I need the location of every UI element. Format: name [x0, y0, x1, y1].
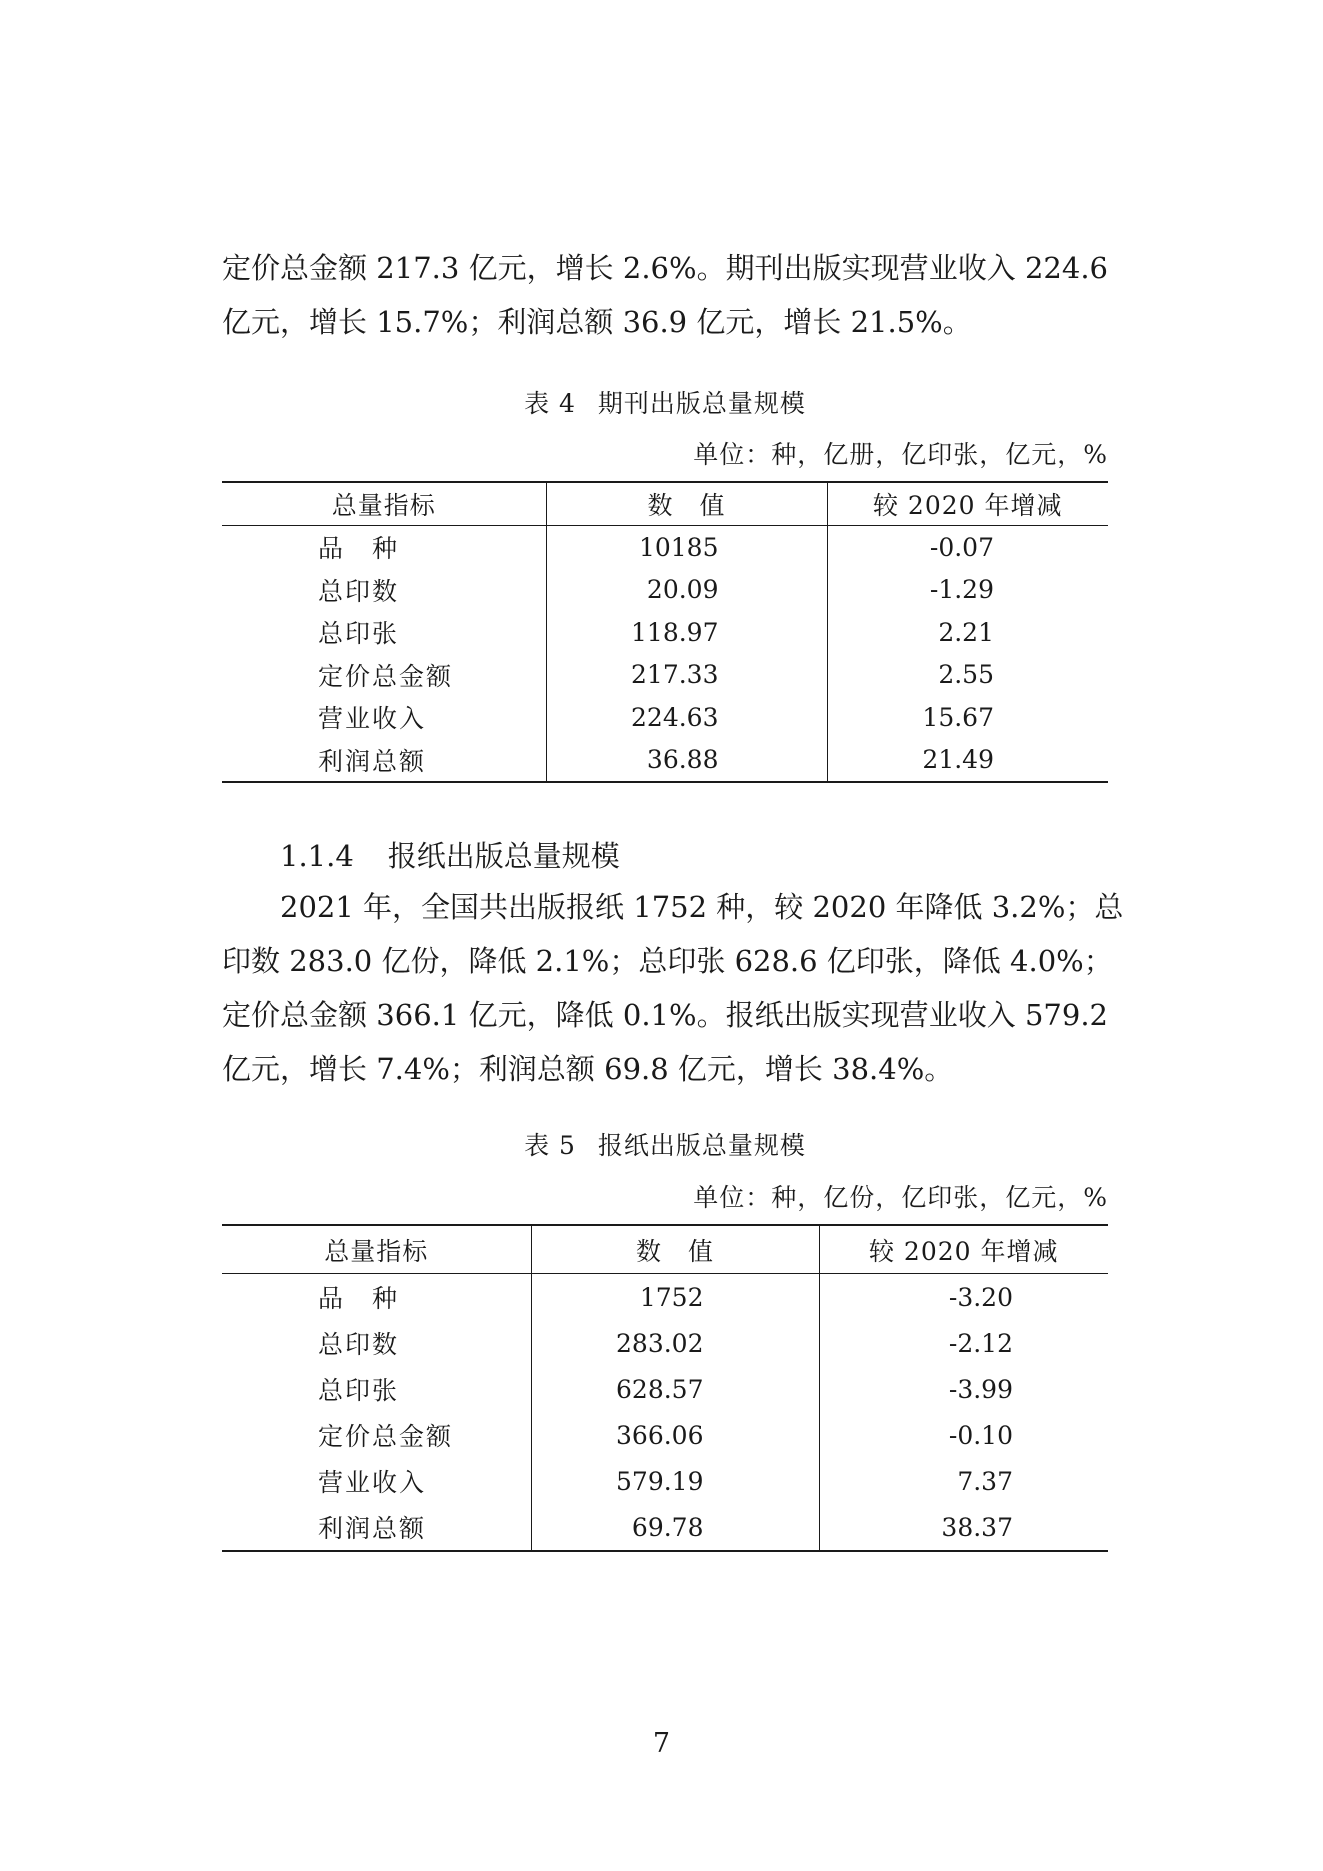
row-value: 20.09 [546, 569, 827, 612]
table-caption [222, 388, 1108, 420]
table-row [222, 1366, 1108, 1412]
row-change: 2.21 [938, 617, 994, 647]
column-header-indicator: 总量指标 [222, 1225, 531, 1274]
row-label: 利润总额 [222, 739, 546, 783]
row-change: 21.49 [922, 745, 994, 775]
row-value: 10185 [546, 526, 827, 569]
page-number: 7 [652, 1728, 671, 1759]
row-label: 定价总金额 [222, 1412, 531, 1458]
row-label: 总印张 [222, 1366, 531, 1412]
row-change: -3.99 [948, 1374, 1013, 1404]
row-change: 2.55 [938, 660, 994, 690]
table-row [222, 1320, 1108, 1366]
row-change: 15.67 [922, 702, 994, 732]
table-row [222, 1274, 1108, 1321]
table-header-row [222, 1225, 1108, 1274]
table-unit-note: 单位：种，亿份，亿印张，亿元，% [693, 1183, 1108, 1212]
table-row [222, 1458, 1108, 1504]
paragraph-newspapers-summary [222, 880, 1124, 1096]
section-title: 报纸出版总量规模 [387, 839, 620, 873]
table-unit-note: 单位：种，亿册，亿印张，亿元，% [693, 440, 1108, 469]
row-label: 定价总金额 [222, 654, 546, 697]
table-number: 表 5 [524, 1131, 576, 1160]
row-change: -1.29 [929, 575, 994, 605]
row-value: 224.63 [546, 696, 827, 739]
row-value: 283.02 [531, 1320, 819, 1366]
paragraph-line: 亿元，增长 7.4%；利润总额 69.8 亿元，增长 38.4%。 [222, 1052, 954, 1086]
periodicals-table [222, 481, 1108, 783]
row-value: 366.06 [531, 1412, 819, 1458]
table-row [222, 1504, 1108, 1551]
column-header-change: 较 2020 年增减 [872, 491, 1063, 520]
row-change: 38.37 [941, 1512, 1013, 1542]
paragraph-line: 印数 283.0 亿份，降低 2.1%；总印张 628.6 亿印张，降低 4.0%； [222, 944, 1113, 978]
row-label: 品 种 [222, 526, 546, 569]
table-row [222, 696, 1108, 739]
row-change: -0.07 [929, 532, 994, 562]
row-value: 118.97 [546, 611, 827, 654]
newspapers-table [222, 1224, 1108, 1552]
column-header-value: 数 值 [531, 1225, 819, 1274]
paragraph-line: 亿元，增长 15.7%；利润总额 36.9 亿元，增长 21.5%。 [222, 305, 972, 339]
row-value: 36.88 [546, 739, 827, 783]
table-header-row [222, 482, 1108, 526]
row-value: 217.33 [546, 654, 827, 697]
row-value: 69.78 [531, 1504, 819, 1551]
column-header-value: 数 值 [546, 482, 827, 526]
table-caption [222, 1130, 1108, 1162]
table-number: 表 4 [524, 389, 576, 418]
table-row [222, 654, 1108, 697]
paragraph-line: 定价总金额 217.3 亿元，增长 2.6%。期刊出版实现营业收入 224.6 [222, 251, 1108, 285]
row-value: 579.19 [531, 1458, 819, 1504]
section-heading [280, 836, 620, 876]
table-row [222, 569, 1108, 612]
row-label: 总印数 [222, 569, 546, 612]
row-label: 品 种 [222, 1274, 531, 1321]
paragraph-periodicals-summary [222, 241, 1108, 349]
row-change: -3.20 [948, 1282, 1013, 1312]
paragraph-line: 2021 年，全国共出版报纸 1752 种，较 2020 年降低 3.2%；总 [280, 890, 1124, 924]
row-change: -0.10 [948, 1420, 1013, 1450]
row-label: 营业收入 [222, 1458, 531, 1504]
section-number: 1.1.4 [280, 839, 354, 873]
row-value: 1752 [531, 1274, 819, 1321]
column-header-indicator: 总量指标 [222, 482, 546, 526]
table-row [222, 739, 1108, 783]
table-row [222, 526, 1108, 569]
paragraph-line: 定价总金额 366.1 亿元，降低 0.1%。报纸出版实现营业收入 579.2 [222, 998, 1108, 1032]
row-value: 628.57 [531, 1366, 819, 1412]
table-row [222, 611, 1108, 654]
row-label: 总印张 [222, 611, 546, 654]
table-title: 期刊出版总量规模 [597, 389, 806, 418]
column-header-change: 较 2020 年增减 [868, 1236, 1059, 1266]
row-label: 利润总额 [222, 1504, 531, 1551]
row-label: 营业收入 [222, 696, 546, 739]
row-change: 7.37 [957, 1466, 1013, 1496]
row-change: -2.12 [948, 1328, 1013, 1358]
table-title: 报纸出版总量规模 [597, 1131, 806, 1160]
row-label: 总印数 [222, 1320, 531, 1366]
table-row [222, 1412, 1108, 1458]
